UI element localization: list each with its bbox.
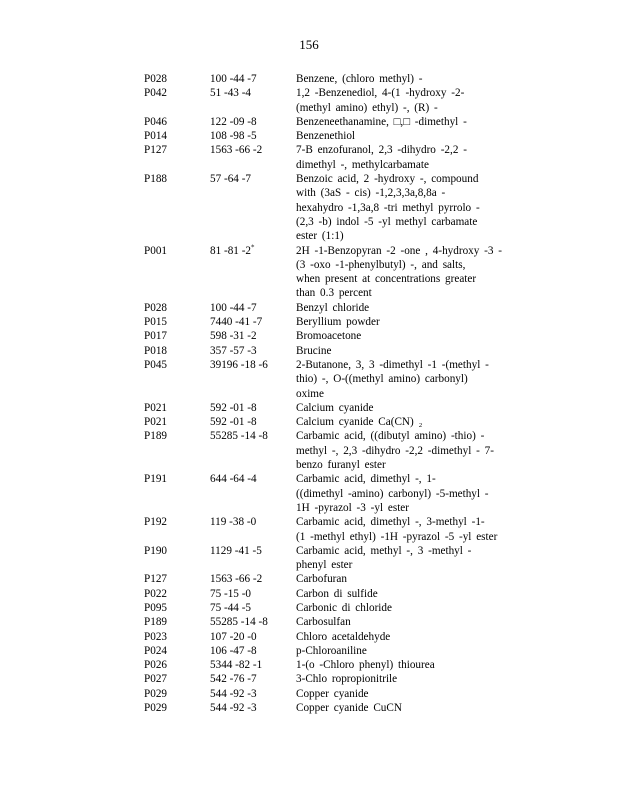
substance-name <box>296 315 489 329</box>
table-row <box>144 658 489 672</box>
cas-number: 100 -44 -7 <box>210 301 257 314</box>
table-row <box>144 472 489 515</box>
substance-name-line: (3 -oxo -1-phenylbutyl) -, and salts, <box>296 258 466 271</box>
substance-name-line: than 0.3 percent <box>296 287 372 300</box>
cas-number: 7440 -41 -7 <box>210 316 263 329</box>
cas-number-cell <box>210 329 296 343</box>
substance-name <box>296 687 489 701</box>
cas-number: 1129 -41 -5 <box>210 544 262 557</box>
footnote-mark: * <box>251 242 255 251</box>
cas-number: 544 -92 -3 <box>210 687 257 700</box>
substance-name-line: hexahydro -1,3a,8 -tri methyl pyrrolo - <box>296 201 480 214</box>
substance-name-line: phenyl ester <box>296 559 353 572</box>
cas-number-cell <box>210 344 296 358</box>
cas-number-cell <box>210 358 296 401</box>
substance-name-line: (1 -methyl ethyl) -1H -pyrazol -5 -yl ester <box>296 530 498 543</box>
table-row <box>144 129 489 143</box>
substance-name-line: Carbofuran <box>296 573 347 586</box>
cas-number-cell <box>210 301 296 315</box>
substance-name-line: 2-Butanone, 3, 3 -dimethyl -1 -(methyl - <box>296 358 489 371</box>
substance-name-line: Beryllium powder <box>296 316 380 329</box>
waste-code: P188 <box>144 173 168 186</box>
substance-name <box>296 630 489 644</box>
substance-name-line: oxime <box>296 387 324 400</box>
waste-code: P026 <box>144 659 168 672</box>
cas-number-cell <box>210 315 296 329</box>
substance-name <box>296 701 489 715</box>
table-row <box>144 615 489 629</box>
cas-number-cell <box>210 601 296 615</box>
substance-name-line: (2,3 -b) indol -5 -yl methyl carbamate <box>296 215 478 228</box>
cas-number: 598 -31 -2 <box>210 330 257 343</box>
substance-name <box>296 401 489 415</box>
table-row <box>144 401 489 415</box>
table-row <box>144 315 489 329</box>
table-row <box>144 601 489 615</box>
substance-name <box>296 86 489 115</box>
substance-name <box>296 615 489 629</box>
waste-code: P022 <box>144 587 168 600</box>
substance-name-line: with (3aS - cis) -1,2,3,3a,8,8a - <box>296 187 446 200</box>
cas-number-cell <box>210 701 296 715</box>
cas-number: 644 -64 -4 <box>210 473 257 486</box>
waste-code: P024 <box>144 644 168 657</box>
cas-number-cell <box>210 615 296 629</box>
table-row <box>144 415 489 429</box>
cas-number: 39196 -18 -6 <box>210 358 268 371</box>
table-row <box>144 644 489 658</box>
table-row <box>144 115 489 129</box>
substance-name <box>296 129 489 143</box>
table-row <box>144 242 502 301</box>
waste-code: P027 <box>144 673 168 686</box>
cas-number: 75 -44 -5 <box>210 601 252 614</box>
waste-code: P127 <box>144 573 168 586</box>
substance-name <box>296 587 489 601</box>
waste-code: P021 <box>144 416 168 429</box>
waste-code: P015 <box>144 316 168 329</box>
substance-name-line: 2H -1-Benzopyran -2 -one , 4-hydroxy -3 - <box>296 244 502 257</box>
waste-code: P045 <box>144 358 168 371</box>
substance-name-line: Benzeneethanamine, □,□ -dimethyl - <box>296 115 467 128</box>
cas-number-cell <box>210 572 296 586</box>
cas-number: 1563 -66 -2 <box>210 573 263 586</box>
substance-name <box>296 429 494 472</box>
substance-name <box>296 72 489 86</box>
waste-code: P127 <box>144 144 168 157</box>
cas-number-cell <box>210 115 296 129</box>
cas-number-cell <box>210 644 296 658</box>
substance-name-line: when present at concentrations greater <box>296 273 477 286</box>
waste-code: P046 <box>144 115 168 128</box>
hazardous-waste-table <box>144 72 502 715</box>
table-row <box>144 344 489 358</box>
substance-name-line: dimethyl -, methylcarbamate <box>296 158 429 171</box>
cas-number: 55285 -14 -8 <box>210 616 268 629</box>
substance-name <box>296 515 498 544</box>
cas-number: 100 -44 -7 <box>210 73 257 85</box>
waste-code: P029 <box>144 702 168 715</box>
cas-number: 108 -98 -5 <box>210 130 257 143</box>
substance-name <box>296 329 489 343</box>
substance-name-line: Benzene, (chloro methyl) - <box>296 73 423 85</box>
waste-code: P014 <box>144 130 168 143</box>
substance-name-line: Benzoic acid, 2 -hydroxy -, compound <box>296 173 479 186</box>
cas-number: 55285 -14 -8 <box>210 430 268 443</box>
table-row <box>144 587 489 601</box>
waste-code: P017 <box>144 330 168 343</box>
substance-name <box>296 544 489 573</box>
substance-name <box>296 244 502 301</box>
substance-name-line: Bromoacetone <box>296 330 362 343</box>
table-row <box>144 72 489 86</box>
table-row <box>144 515 498 544</box>
substance-name <box>296 344 489 358</box>
cas-number: 81 -81 -2 <box>210 244 252 257</box>
cas-number: 106 -47 -8 <box>210 644 257 657</box>
substance-name <box>296 601 489 615</box>
waste-code: P029 <box>144 687 168 700</box>
cas-number: 119 -38 -0 <box>210 516 257 529</box>
table-row <box>144 672 489 686</box>
substance-name-line: (methyl amino) ethyl) -, (R) - <box>296 101 438 114</box>
table-row <box>144 429 494 472</box>
substance-name-line: Carbamic acid, dimethyl -, 1- <box>296 473 436 486</box>
table-row <box>144 358 489 401</box>
waste-code: P190 <box>144 544 168 557</box>
table-row <box>144 143 489 172</box>
table-row <box>144 572 489 586</box>
table-row <box>144 544 489 573</box>
cas-number-cell <box>210 129 296 143</box>
substance-name-line: Benzenethiol <box>296 130 356 143</box>
substance-name-line: Carbamic acid, methyl -, 3 -methyl - <box>296 544 472 557</box>
cas-number: 57 -64 -7 <box>210 173 252 186</box>
substance-name <box>296 644 489 658</box>
substance-name-line: Carbonic di chloride <box>296 601 392 614</box>
cas-number: 75 -15 -0 <box>210 587 252 600</box>
substance-name <box>296 115 489 129</box>
substance-name <box>296 415 489 429</box>
table-row <box>144 329 489 343</box>
cas-number-cell <box>210 544 296 573</box>
substance-name-line: 1,2 -Benzenediol, 4-(1 -hydroxy -2- <box>296 87 465 100</box>
substance-name <box>296 472 489 515</box>
substance-name-line: 7-B enzofuranol, 2,3 -dihydro -2,2 - <box>296 144 467 157</box>
substance-name <box>296 301 489 315</box>
waste-code: P028 <box>144 73 168 85</box>
page-number: 156 <box>299 37 319 52</box>
waste-code: P095 <box>144 601 168 614</box>
substance-name-line: Calcium cyanide Ca(CN) ₂ <box>296 416 423 429</box>
substance-name-line: Carbamic acid, dimethyl -, 3-methyl -1- <box>296 516 485 529</box>
cas-number-cell <box>210 658 296 672</box>
cas-number: 357 -57 -3 <box>210 344 257 357</box>
substance-name-line: methyl -, 2,3 -dihydro -2,2 -dimethyl - 7- <box>296 444 494 457</box>
substance-name-line: Brucine <box>296 344 332 357</box>
cas-number-cell <box>210 687 296 701</box>
waste-code: P018 <box>144 344 168 357</box>
cas-number-cell <box>210 672 296 686</box>
substance-name-line: p-Chloroaniline <box>296 644 367 657</box>
substance-name <box>296 672 489 686</box>
cas-number-cell <box>210 415 296 429</box>
substance-name <box>296 358 489 401</box>
cas-number: 122 -09 -8 <box>210 115 257 128</box>
substance-name-line: Calcium cyanide <box>296 401 374 414</box>
cas-number-cell <box>210 472 296 515</box>
cas-number: 107 -20 -0 <box>210 630 257 643</box>
substance-name-line: ((dimethyl -amino) carbonyl) -5-methyl - <box>296 487 489 500</box>
substance-name-line: Carbosulfan <box>296 616 351 629</box>
table-row <box>144 630 489 644</box>
substance-name <box>296 172 489 243</box>
waste-code: P191 <box>144 473 168 486</box>
waste-code: P189 <box>144 616 168 629</box>
cas-number-cell <box>210 72 296 86</box>
waste-code: P001 <box>144 244 168 257</box>
cas-number-cell <box>210 515 296 544</box>
cas-number-cell <box>210 172 296 243</box>
table-row <box>144 687 489 701</box>
substance-name <box>296 572 489 586</box>
table-row <box>144 172 489 243</box>
cas-number: 542 -76 -7 <box>210 673 257 686</box>
waste-code: P028 <box>144 301 168 314</box>
cas-number: 5344 -82 -1 <box>210 659 263 672</box>
substance-name-line: Chloro acetaldehyde <box>296 630 391 643</box>
table-row <box>144 701 489 715</box>
substance-name <box>296 143 489 172</box>
substance-name-line: benzo furanyl ester <box>296 459 386 472</box>
cas-number: 544 -92 -3 <box>210 702 257 715</box>
cas-number-cell <box>210 86 296 115</box>
waste-code: P021 <box>144 401 168 414</box>
substance-name-line: thio) -, O-((methyl amino) carbonyl) <box>296 373 468 386</box>
waste-code: P192 <box>144 516 168 529</box>
cas-number: 51 -43 -4 <box>210 87 252 100</box>
waste-code: P042 <box>144 87 168 100</box>
cas-number-cell <box>210 429 296 472</box>
substance-name-line: Copper cyanide CuCN <box>296 702 402 715</box>
cas-number-cell <box>210 244 296 301</box>
cas-number-cell <box>210 630 296 644</box>
table-row <box>144 86 489 115</box>
waste-code: P189 <box>144 430 168 443</box>
cas-number-cell <box>210 401 296 415</box>
substance-name-line: Carbamic acid, ((dibutyl amino) -thio) - <box>296 430 485 443</box>
table-row <box>144 301 489 315</box>
substance-name <box>296 658 489 672</box>
cas-number-cell <box>210 587 296 601</box>
substance-name-line: 1H -pyrazol -3 -yl ester <box>296 501 409 514</box>
substance-name-line: 3-Chlo ropropionitrile <box>296 673 398 686</box>
substance-name-line: Benzyl chloride <box>296 301 370 314</box>
cas-number: 592 -01 -8 <box>210 401 257 414</box>
cas-number: 592 -01 -8 <box>210 416 257 429</box>
substance-name-line: Copper cyanide <box>296 687 369 700</box>
waste-code: P023 <box>144 630 168 643</box>
substance-name-line: ester (1:1) <box>296 230 344 243</box>
cas-number-cell <box>210 143 296 172</box>
cas-number: 1563 -66 -2 <box>210 144 263 157</box>
substance-name-line: 1-(o -Chloro phenyl) thiourea <box>296 659 435 672</box>
substance-name-line: Carbon di sulfide <box>296 587 378 600</box>
